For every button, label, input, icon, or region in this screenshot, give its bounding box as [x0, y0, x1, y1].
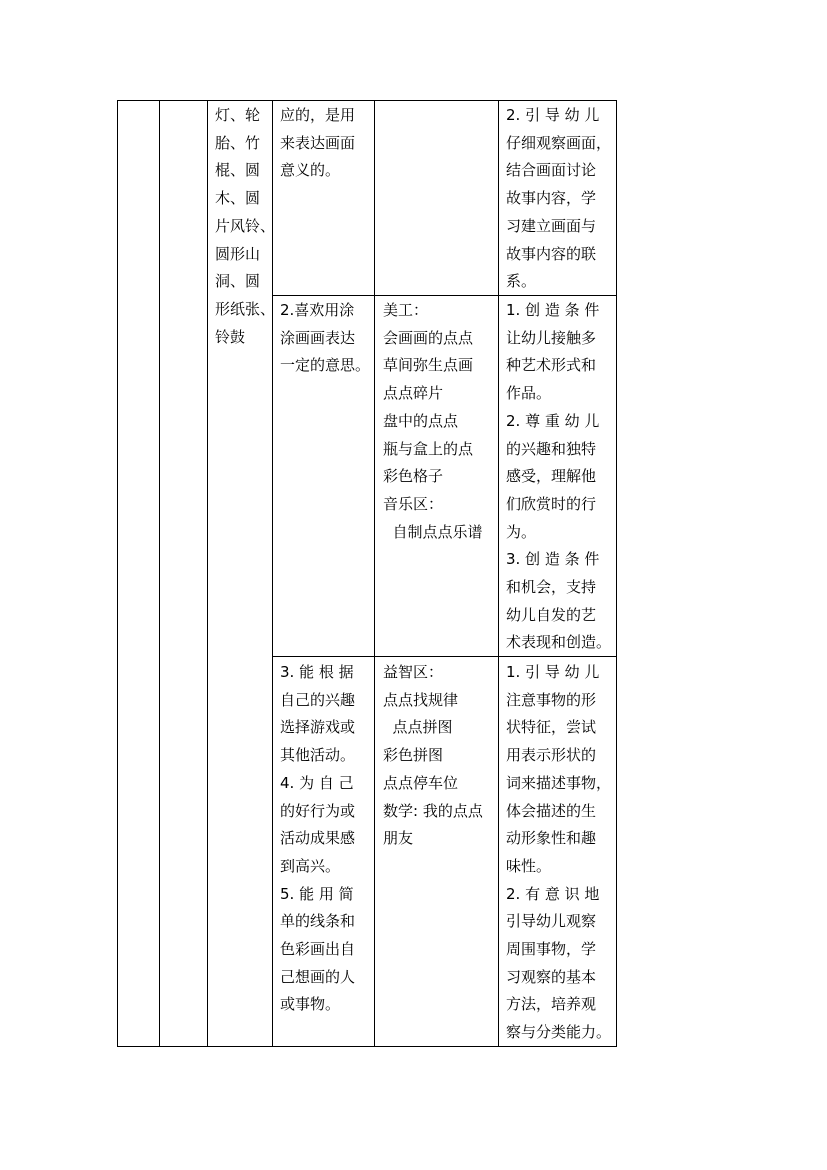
- area-line: 益智区：: [383, 663, 444, 681]
- strategy-cell-row1: [506, 102, 616, 296]
- area-line: 彩色格子: [383, 467, 444, 486]
- strategy-line: 词来描述事物，: [506, 773, 612, 792]
- strategy-line: 用表示形状的: [506, 746, 597, 765]
- materials-line: 洞、圆: [215, 272, 261, 291]
- strategy-line: 故事内容，学: [506, 189, 597, 208]
- goals-line: 4. 为 自 己: [280, 773, 354, 792]
- area-line: 数学: 我的点点: [383, 801, 483, 820]
- strategy-line: 仔细观察画面，: [506, 133, 612, 152]
- area-line: 瓶与盒上的点: [383, 439, 474, 458]
- area-line: 盘中的点点: [383, 411, 459, 430]
- materials-line: 木、圆: [215, 189, 261, 208]
- materials-line: 形纸张、: [215, 299, 276, 318]
- materials-line: 片风铃、: [215, 216, 276, 235]
- strategy-line: 1. 创 造 条 件: [506, 301, 600, 319]
- strategy-line: 感受，理解他: [506, 467, 597, 486]
- strategy-line: 引导幼儿观察: [506, 912, 597, 931]
- table-col-divider-4: [374, 100, 375, 1047]
- strategy-line: 的兴趣和独特: [506, 439, 597, 458]
- goals-cell-row2: [280, 297, 372, 380]
- strategy-line: 注意事物的形: [506, 690, 597, 709]
- strategy-line: 2. 尊 重 幼 儿: [506, 411, 600, 430]
- goals-line: 选择游戏或: [280, 718, 356, 737]
- materials-cell: [215, 102, 275, 351]
- area-line: 音乐区：: [383, 494, 444, 513]
- strategy-line: 种艺术形式和: [506, 356, 597, 375]
- materials-line: 灯、轮: [215, 106, 261, 124]
- goals-line: 5. 能 用 简: [280, 884, 354, 903]
- goals-line: 己想画的人: [280, 967, 356, 986]
- area-line: 点点碎片: [383, 384, 444, 403]
- goals-cell-row1: [280, 102, 372, 185]
- goals-line: 色彩画出自: [280, 940, 356, 959]
- area-line: 点点停车位: [383, 773, 459, 792]
- strategy-cell-row3: [506, 659, 616, 1047]
- strategy-line: 方法，培养观: [506, 995, 597, 1014]
- goals-line: 涂画画表达: [280, 328, 356, 347]
- area-line: 彩色拼图: [383, 746, 444, 765]
- goals-cell-row3: [280, 659, 372, 1019]
- materials-line: 圆形山: [215, 244, 261, 263]
- strategy-line: 习建立画面与: [506, 216, 597, 235]
- goals-line: 单的线条和: [280, 912, 356, 931]
- goals-line: 活动成果感: [280, 829, 356, 848]
- goals-line: 来表达画面: [280, 133, 356, 152]
- table-col-divider-1: [159, 100, 160, 1047]
- materials-line: 铃鼓: [215, 327, 246, 346]
- area-line: 点点找规律: [383, 690, 459, 709]
- goals-line: 自己的兴趣: [280, 690, 356, 709]
- strategy-line: 察与分类能力。: [506, 1023, 612, 1042]
- goals-line: 的好行为或: [280, 801, 356, 820]
- strategy-line: 1. 引 导 幼 儿: [506, 663, 600, 681]
- materials-line: 胎、竹: [215, 133, 261, 152]
- goals-line: 其他活动。: [280, 746, 356, 765]
- area-line: 会画画的点点: [383, 328, 474, 347]
- table-border-right: [616, 100, 617, 1047]
- strategy-line: 3. 创 造 条 件: [506, 550, 600, 569]
- goals-line: 意义的。: [280, 161, 341, 180]
- table-col-divider-5: [498, 100, 499, 1047]
- strategy-line: 动形象性和趣: [506, 829, 597, 848]
- area-line: 点点拼图: [383, 718, 453, 737]
- strategy-line: 体会描述的生: [506, 801, 597, 820]
- table-border-top: [117, 100, 617, 101]
- strategy-line: 2. 有 意 识 地: [506, 884, 600, 903]
- strategy-line: 幼儿自发的艺: [506, 605, 597, 624]
- strategy-line: 和机会，支持: [506, 578, 597, 597]
- goals-line: 一定的意思。: [280, 356, 371, 375]
- strategy-line: 作品。: [506, 384, 552, 403]
- area-line: 草间弥生点画: [383, 356, 474, 375]
- area-cell-row3: [383, 659, 495, 853]
- strategy-line: 让幼儿接触多: [506, 328, 597, 347]
- strategy-line: 们欣赏时的行: [506, 494, 597, 513]
- goals-line: 2.喜欢用涂: [280, 301, 355, 319]
- strategy-cell-row2: [506, 297, 616, 657]
- strategy-line: 故事内容的联: [506, 244, 597, 263]
- materials-line: 棍、圆: [215, 161, 261, 180]
- strategy-line: 周围事物，学: [506, 940, 597, 959]
- goals-line: 到高兴。: [280, 856, 341, 875]
- goals-line: 应的，是用: [280, 106, 356, 124]
- goals-line: 3. 能 根 据: [280, 663, 354, 681]
- strategy-line: 术表现和创造。: [506, 633, 612, 652]
- strategy-line: 结合画面讨论: [506, 161, 597, 180]
- strategy-line: 为。: [506, 522, 537, 541]
- strategy-line: 习观察的基本: [506, 967, 597, 986]
- table-border-left: [117, 100, 118, 1047]
- table-col-divider-2: [207, 100, 208, 1047]
- strategy-line: 系。: [506, 272, 537, 291]
- goals-line: 或事物。: [280, 995, 341, 1014]
- strategy-line: 状特征，尝试: [506, 718, 597, 737]
- area-line: 朋友: [383, 829, 414, 848]
- strategy-line: 2. 引 导 幼 儿: [506, 106, 600, 124]
- area-line: 美工：: [383, 301, 429, 319]
- area-line: 自制点点乐谱: [383, 522, 483, 541]
- area-cell-row2: [383, 297, 495, 546]
- strategy-line: 味性。: [506, 856, 552, 875]
